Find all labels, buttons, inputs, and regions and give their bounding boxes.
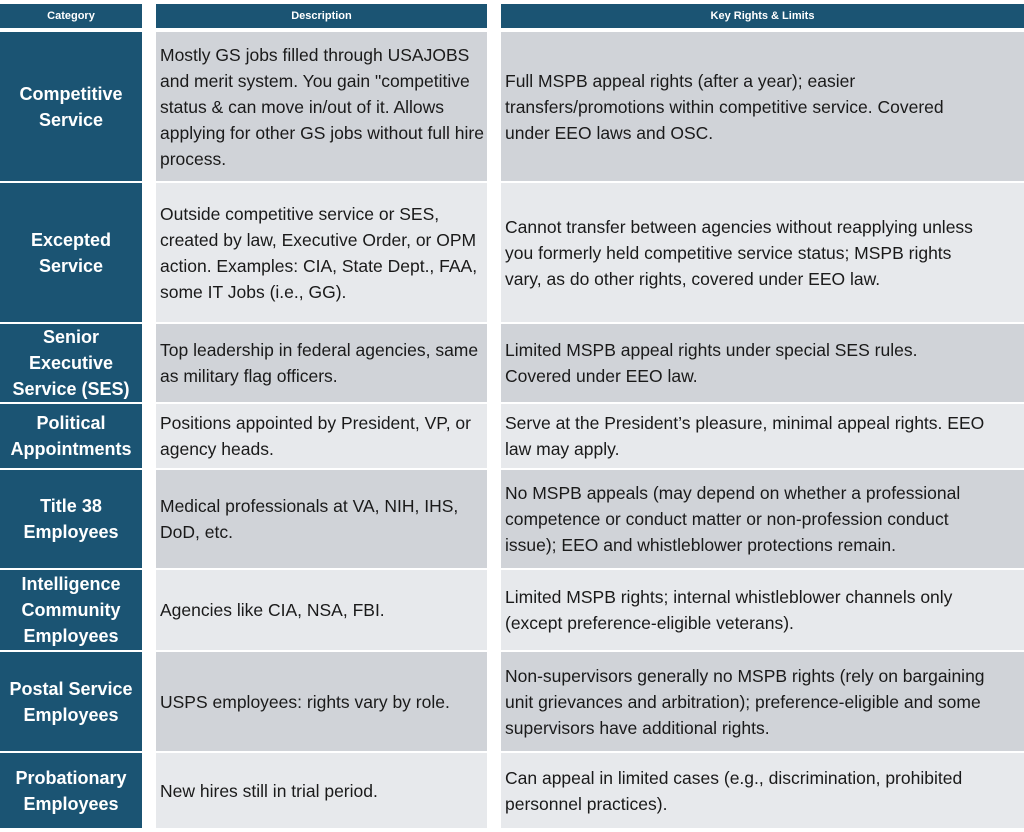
rights-line: under EEO laws and OSC. [505, 122, 714, 143]
table-row [0, 652, 1024, 751]
rights-line: Limited MSPB rights; internal whistleblower channels only [505, 587, 953, 607]
description-cell: New hires still in trial period. [156, 753, 487, 828]
rights-cell [501, 652, 1024, 751]
table-row [0, 324, 1024, 402]
rights-cell [501, 753, 1024, 828]
rights-line: Cannot transfer between agencies without reapplying unless [505, 216, 973, 237]
rights-line: Can appeal in limited cases (e.g., discrimination, prohibited [505, 767, 963, 788]
description-cell: Mostly GS jobs filled through USAJOBS and merit system. You gain "competitive status & can move in/out of it. Allows applying for other GS jobs without full hire process. [156, 32, 487, 181]
description-cell: Medical professionals at VA, NIH, IHS, DoD, etc. [156, 470, 487, 568]
rights-cell [501, 470, 1024, 568]
rights-line: issue); EEO and whistleblower protections remain. [505, 535, 897, 555]
description-cell: Outside competitive service or SES, created by law, Executive Order, or OPM action. Examples: CIA, State Dept., FAA, some IT Jobs (i.e., GG). [156, 183, 487, 322]
description-cell: Agencies like CIA, NSA, FBI. [156, 570, 487, 650]
description-cell: Positions appointed by President, VP, or agency heads. [156, 404, 487, 468]
rights-cell [501, 404, 1024, 468]
category-cell: Intelligence Community Employees [0, 570, 142, 650]
rights-cell [501, 32, 1024, 181]
rights-line: Non-supervisors generally no MSPB rights (rely on bargaining [505, 665, 985, 686]
description-cell: Top leadership in federal agencies, same as military flag officers. [156, 324, 487, 402]
table-row [0, 570, 1024, 650]
rights-line: competence or conduct matter or non-profession conduct [505, 509, 949, 529]
category-cell: Political Appointments [0, 404, 142, 468]
category-cell: Probationary Employees [0, 753, 142, 828]
rights-line: supervisors have additional rights. [505, 717, 770, 738]
table-row [0, 470, 1024, 568]
header-category: Category [0, 4, 142, 28]
rights-line: vary, as do other rights, covered under EEO law. [505, 268, 881, 289]
table-row [0, 753, 1024, 828]
rights-line: personnel practices). [505, 793, 668, 814]
header-description: Description [156, 4, 487, 28]
rights-line: Limited MSPB appeal rights under special SES rules. [505, 340, 918, 360]
rights-cell [501, 324, 1024, 402]
rights-line: Serve at the President’s pleasure, minimal appeal rights. EEO [505, 413, 985, 433]
table-header [0, 4, 1024, 28]
table-row [0, 32, 1024, 181]
rights-line: Covered under EEO law. [505, 366, 698, 386]
table-row [0, 183, 1024, 322]
rights-line: No MSPB appeals (may depend on whether a professional [505, 483, 961, 503]
rights-line: you formerly held competitive service status; MSPB rights [505, 242, 952, 263]
category-cell: Title 38 Employees [0, 470, 142, 568]
rights-cell [501, 570, 1024, 650]
rights-cell [501, 183, 1024, 322]
category-cell: Senior Executive Service (SES) [0, 324, 142, 402]
category-cell: Postal Service Employees [0, 652, 142, 751]
rights-line: unit grievances and arbitration); preference-eligible and some [505, 691, 981, 712]
rights-line: Full MSPB appeal rights (after a year); easier [505, 70, 856, 91]
table-row [0, 404, 1024, 468]
category-cell: Competitive Service [0, 32, 142, 181]
description-cell: USPS employees: rights vary by role. [156, 652, 487, 751]
category-cell: Excepted Service [0, 183, 142, 322]
rights-line: law may apply. [505, 439, 620, 459]
header-rights: Key Rights & Limits [501, 4, 1024, 28]
rights-line: (except preference-eligible veterans). [505, 613, 794, 633]
rights-line: transfers/promotions within competitive service. Covered [505, 96, 944, 117]
